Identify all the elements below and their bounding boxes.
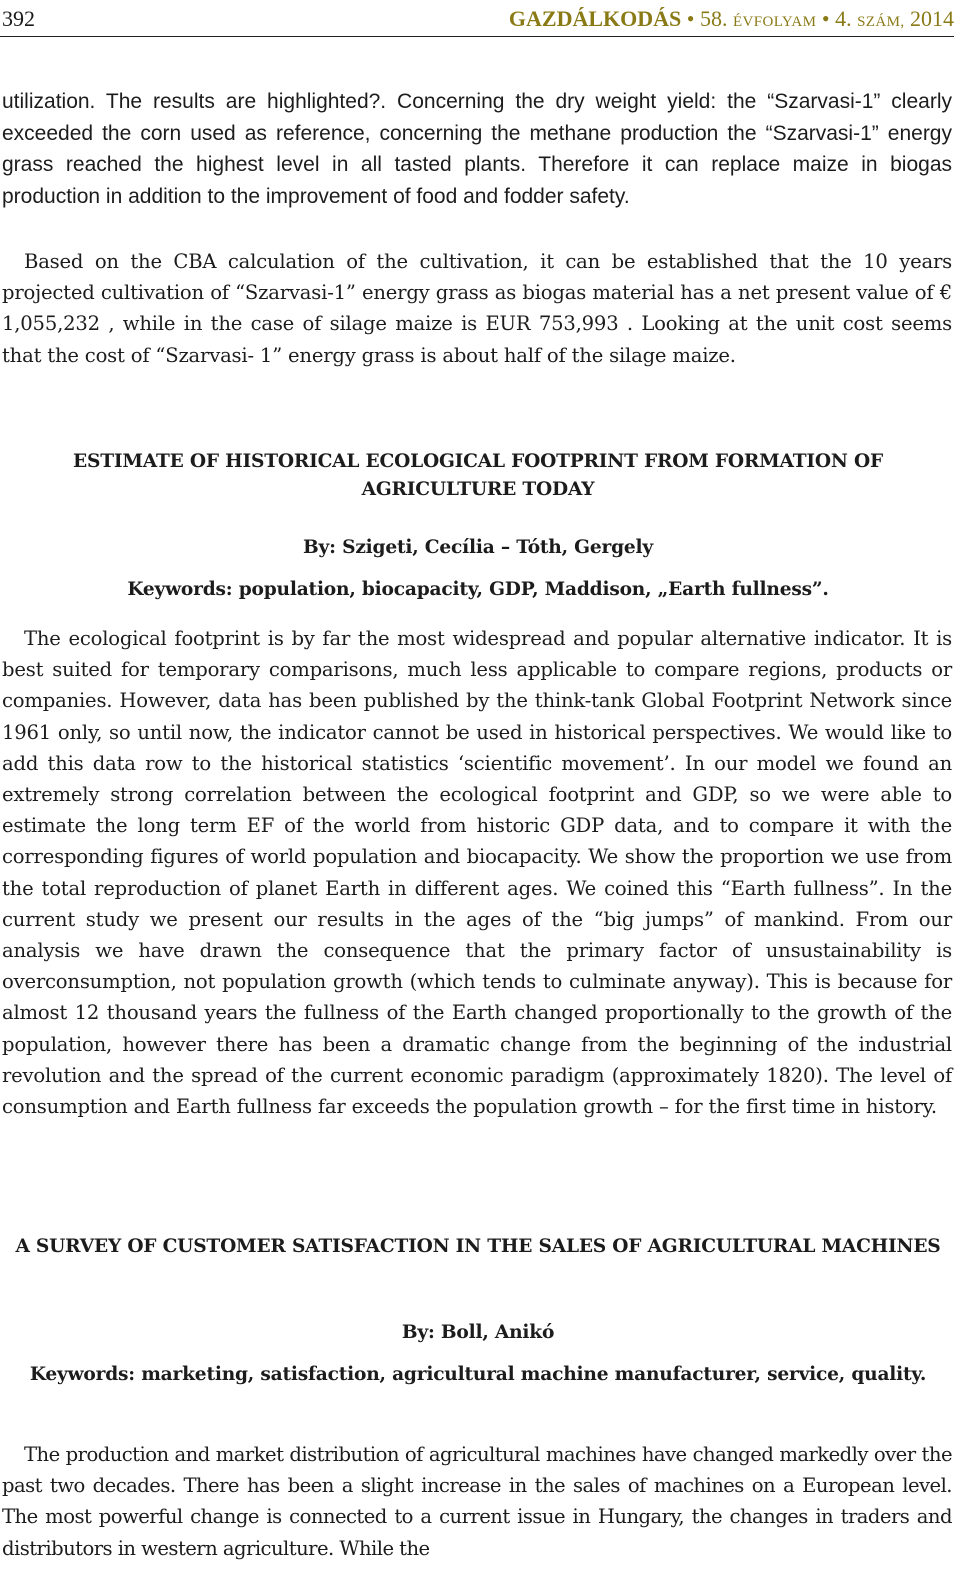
article-abstract: The production and market distribution of agricultural machines have changed markedly over the past two decades. There has been a slight increase in the sales of machines on a European level. The most powerful change is connected to a current issue in Hungary, the changes in traders and distributors in western agriculture. While the <box>2 1443 952 1560</box>
bullet-separator: • <box>821 6 830 31</box>
continuation-paragraph-1: utilization. The results are highlighted?. Concerning the dry weight yield: the “Szarvasi-1” clearly exceeded the corn used as reference, concerning the methane production the “Szarvasi-1” energy grass reached the highest level in all tasted plants. Therefore it can replace maize in biogas production in addition to the improvement of food and fodder safety. <box>2 90 952 208</box>
article-abstract: The ecological footprint is by far the most widespread and popular alternative indicator. It is best suited for temporary comparisons, much less applicable to compare regions, products or companies. However, data has been published by the think-tank Global Footprint Network since 1961 only, so until now, the indicator cannot be used in historical perspectives. We would like to add this data row to the historical statistics ‘scientific movement’. In our model we found an extremely strong correlation between the ecological footprint and GDP, so we were able to estimate the long term EF of the world from historic GDP data, and to compare it with the corresponding figures of world population and biocapacity. We show the proportion we use from the total reproduction of planet Earth in different ages. We coined this “Earth fullness”. In the current study we present our results in the ages of the “big jumps” of mankind. From our analysis we have drawn the consequence that the primary factor of unsustainability is overconsumption, not population growth (which tends to culminate anyway). This is because for almost 12 thousand years the fullness of the Earth changed proportionally to the growth of the population, however there has been a dramatic change from the beginning of the industrial revolution and the spread of the current economic paradigm (approximately 1820). The level of consumption and Earth fullness far exceeds the population growth – for the first time in history. <box>2 627 952 1119</box>
continuation-paragraph-2: Based on the CBA calculation of the cultivation, it can be established that the 10 years projected cultivation of “Szarvasi-1” energy grass as biogas material has a net present value of € 1,055,232 , while in the case of silage maize is EUR 753,993 . Looking at the unit cost seems that the cost of “Szarvasi- 1” energy grass is about half of the silage maize. <box>2 250 952 367</box>
article-keywords: Keywords: population, biocapacity, GDP, Maddison, „Earth fullness”. <box>127 579 829 600</box>
running-header <box>2 6 954 34</box>
volume-label: ÉVFOLYAM <box>732 14 817 30</box>
article-byline: By: Szigeti, Cecília – Tóth, Gergely <box>303 537 653 558</box>
journal-name: GAZDÁLKODÁS <box>508 6 682 31</box>
issue-label: SZÁM, <box>857 14 905 30</box>
article-title: A SURVEY OF CUSTOMER SATISFACTION IN THE SALES OF AGRICULTURAL MACHINES <box>15 1236 941 1257</box>
volume-number: 58. <box>699 6 728 31</box>
article-byline: By: Boll, Anikó <box>401 1322 555 1343</box>
issue-number: 4. <box>835 6 852 31</box>
year: 2014 <box>910 6 954 31</box>
article-keywords: Keywords: marketing, satisfaction, agricultural machine manufacturer, service, quality. <box>29 1364 927 1385</box>
article-title: ESTIMATE OF HISTORICAL ECOLOGICAL FOOTPRINT FROM FORMATION OF AGRICULTURE TODAY <box>73 451 883 500</box>
header-rule <box>0 36 954 37</box>
journal-issue-info <box>509 6 954 32</box>
bullet-separator: • <box>686 6 695 31</box>
page-number: 392 <box>2 6 35 31</box>
